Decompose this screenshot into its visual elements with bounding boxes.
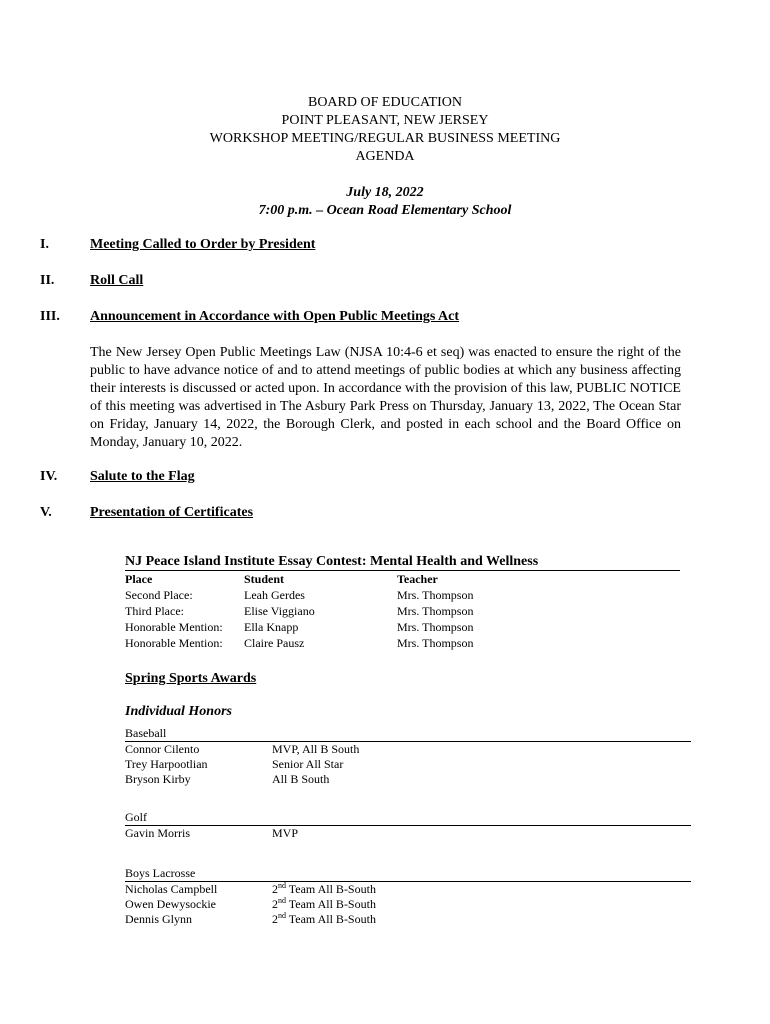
table-row [125,635,557,651]
list-item [125,912,691,927]
teacher-cell: Mrs. Thompson [397,636,474,650]
section-number: III. [40,309,60,324]
section-number: IV. [40,469,58,484]
meeting-date: July 18, 2022 [346,185,424,200]
table-row [125,603,557,619]
list-item [125,742,691,757]
sport-name: Golf [125,810,691,826]
section-title: Announcement in Accordance with Open Public Meetings Act [90,309,460,324]
table-row [125,587,557,603]
column-header: Teacher [397,572,438,586]
header-line-1: BOARD OF EDUCATION [307,95,462,110]
student-cell: Elise Viggiano [244,604,315,618]
teacher-cell: Mrs. Thompson [397,588,474,602]
sport-boys-lacrosse [125,866,691,927]
player-honor: Senior All Star [272,757,344,771]
place-cell: Honorable Mention: [125,620,223,634]
individual-honors-title: Individual Honors [125,704,232,719]
column-header: Place [125,572,153,586]
section-number: V. [40,505,52,520]
student-cell: Claire Pausz [244,636,305,650]
player-name: Owen Dewysockie [125,897,216,911]
list-item [125,772,691,787]
student-cell: Ella Knapp [244,620,299,634]
section-title: Salute to the Flag [90,469,195,484]
player-honor: MVP [272,826,299,840]
header-line-3: WORKSHOP MEETING/REGULAR BUSINESS MEETING [209,131,561,146]
spring-sports-title: Spring Sports Awards [125,671,257,686]
player-name: Bryson Kirby [125,772,191,786]
player-name: Dennis Glynn [125,912,192,926]
player-name: Gavin Morris [125,826,190,840]
table-header-row [125,571,557,587]
place-cell: Second Place: [125,588,193,602]
meeting-info [0,184,770,220]
player-name: Nicholas Campbell [125,882,218,896]
section-title: Roll Call [90,273,144,288]
header-line-4: AGENDA [355,149,415,164]
announcement-paragraph: The New Jersey Open Public Meetings Law (NJSA 10:4-6 et seq) was enacted to ensure the right of the public to have advance notice of and to attend meetings of public bodies at which any business affecting their interests is discussed or acted upon. In accordance with the provision of this law, PUBLIC NOTICE of this meeting was advertised in The Asbury Park Press on Thursday, January 13, 2022, The Ocean Star on Friday, January 14, 2022, the Borough Clerk, and posted in each school and the Board Office on Monday, January 10, 2022. [90,345,681,450]
player-honor: 2nd Team All B-South [272,881,376,896]
essay-contest-title: NJ Peace Island Institute Essay Contest: Mental Health and Wellness [125,553,680,571]
section-number: II. [40,273,55,288]
section-number: I. [40,237,49,252]
essay-contest-block [125,553,680,651]
sport-name: Boys Lacrosse [125,866,691,882]
student-cell: Leah Gerdes [244,588,305,602]
list-item [125,882,691,897]
player-name: Trey Harpootlian [125,757,208,771]
sport-name: Baseball [125,726,691,742]
column-header: Student [244,572,285,586]
document-header [0,94,770,166]
player-honor: 2nd Team All B-South [272,896,376,911]
meeting-time-location: 7:00 p.m. – Ocean Road Elementary School [258,203,512,218]
section-title: Meeting Called to Order by President [90,237,316,252]
sport-baseball [125,726,691,787]
sport-golf [125,810,691,841]
place-cell: Honorable Mention: [125,636,223,650]
table-row [125,619,557,635]
place-cell: Third Place: [125,604,184,618]
essay-contest-table [125,571,557,651]
player-honor: MVP, All B South [272,742,360,756]
teacher-cell: Mrs. Thompson [397,604,474,618]
header-line-2: POINT PLEASANT, NEW JERSEY [281,113,489,128]
list-item [125,897,691,912]
list-item [125,826,691,841]
player-name: Connor Cilento [125,742,200,756]
player-honor: 2nd Team All B-South [272,911,376,926]
teacher-cell: Mrs. Thompson [397,620,474,634]
player-honor: All B South [272,772,330,786]
list-item [125,757,691,772]
section-title: Presentation of Certificates [90,505,254,520]
